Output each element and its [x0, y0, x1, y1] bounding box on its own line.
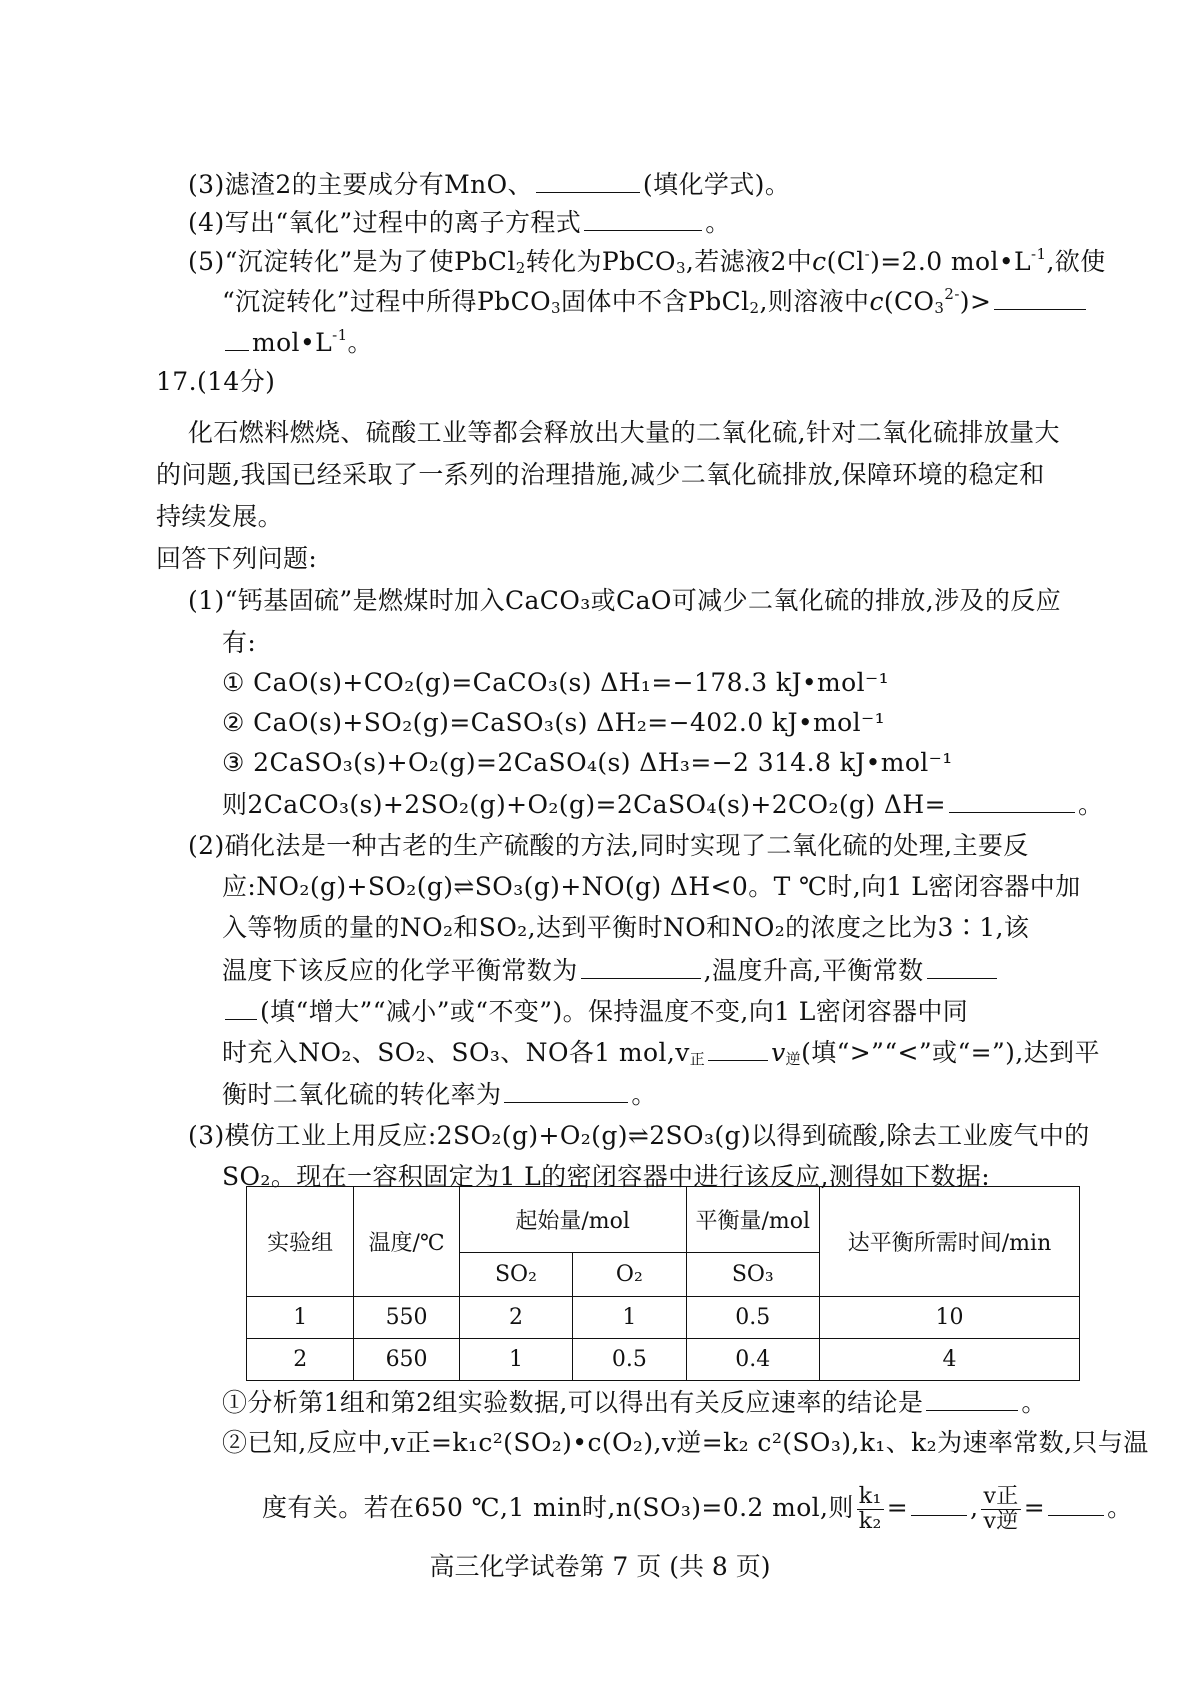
- cell-time: 4: [820, 1339, 1080, 1381]
- cell-group: 1: [247, 1297, 354, 1339]
- cell-group: 2: [247, 1339, 354, 1381]
- q17-part1-ask: [222, 786, 1103, 823]
- text: 则2CaCO₃(s)+2SO₂(g)+O₂(g)=2CaSO₄(s)+2CO₂(g) ΔH=: [222, 790, 946, 819]
- superscript: -: [864, 245, 871, 263]
- text: )>: [959, 287, 992, 316]
- superscript: -1: [332, 326, 348, 344]
- table-row: [247, 1339, 1080, 1381]
- text: 时充入NO₂、SO₂、SO₃、NO各1 mol,v: [222, 1038, 690, 1067]
- answer-blank[interactable]: [584, 204, 702, 231]
- text: (填“>”“<”或“=”),达到平: [801, 1038, 1100, 1067]
- denominator: k₂: [858, 1509, 882, 1534]
- text: “沉淀转化”过程中所得PbCO: [222, 287, 552, 316]
- answer-blank[interactable]: [927, 952, 997, 979]
- subscript: 3: [551, 299, 561, 317]
- cell-so3: 0.5: [686, 1297, 819, 1339]
- q17-sub2-line2: [262, 1478, 1132, 1538]
- text: 温度下该反应的化学平衡常数为: [222, 956, 578, 985]
- q17-part3-line2: SO₂。现在一容积固定为1 L的密闭容器中进行该反应,测得如下数据:: [222, 1162, 991, 1191]
- fraction-v-ratio: [981, 1485, 1020, 1534]
- experiment-table: [246, 1186, 1080, 1381]
- answer-blank[interactable]: [949, 786, 1075, 813]
- text: 衡时二氧化硫的转化率为: [222, 1080, 502, 1109]
- text: 。: [1021, 1388, 1047, 1417]
- subscript: 2: [515, 259, 526, 277]
- sub-header-so2: SO₂: [459, 1253, 572, 1297]
- q17-part2-line5: [222, 993, 968, 1030]
- q17-part1-line2: 有:: [222, 628, 257, 657]
- text: ,则溶液中: [759, 287, 870, 316]
- text: 度有关。若在650 ℃,1 min时,n(SO₃)=0.2 mol,则: [262, 1493, 854, 1522]
- text: 。: [1077, 790, 1104, 819]
- q17-part2-line6: [222, 1034, 1100, 1071]
- subscript: 3: [675, 259, 686, 277]
- text: (CO: [883, 287, 935, 316]
- q17-part2-line3: 入等物质的量的NO₂和SO₂,达到平衡时NO和NO₂的浓度之比为3∶1,该: [222, 913, 1030, 942]
- text: 。: [631, 1080, 657, 1109]
- text: 。: [347, 328, 373, 357]
- cell-time: 10: [820, 1297, 1080, 1339]
- q16-part5-line3: [222, 324, 373, 361]
- text: =: [1023, 1493, 1046, 1522]
- q16-part4: [188, 204, 731, 241]
- text: ,温度升高,平衡常数: [703, 956, 924, 985]
- reaction-3: ③ 2CaSO₃(s)+O₂(g)=2CaSO₄(s) ΔH₃=−2 314.8 kJ•mol⁻¹: [222, 748, 953, 777]
- q17-part2-line2: 应:NO₂(g)+SO₂(g)⇌SO₃(g)+NO(g) ΔH<0。T ℃时,向1 L密闭容器中加: [222, 872, 1081, 901]
- header-group: 实验组: [247, 1187, 354, 1297]
- cell-so2: 2: [459, 1297, 572, 1339]
- subscript: 3: [934, 299, 945, 317]
- q17-part2-line1: (2)硝化法是一种古老的生产硫酸的方法,同时实现了二氧化硫的处理,主要反: [188, 831, 1029, 860]
- q17-intro-line3: 持续发展。: [156, 502, 284, 531]
- variable: c: [869, 287, 884, 316]
- answer-blank[interactable]: [504, 1076, 628, 1103]
- answer-blank[interactable]: [581, 952, 701, 979]
- cell-o2: 1: [573, 1297, 686, 1339]
- header-time: 达平衡所需时间/min: [820, 1187, 1080, 1297]
- fraction-k1-k2: [857, 1485, 884, 1534]
- cell-o2: 0.5: [573, 1339, 686, 1381]
- superscript: -1: [1031, 245, 1047, 263]
- numerator: v正: [983, 1484, 1019, 1509]
- superscript: 2-: [944, 285, 960, 303]
- header-start: 起始量/mol: [459, 1187, 686, 1253]
- text: ,若滤液2中: [685, 247, 813, 276]
- q17-sub1: [222, 1384, 1047, 1421]
- q17-part1-line1: (1)“钙基固硫”是燃煤时加入CaCO₃或CaO可减少二氧化硫的排放,涉及的反应: [188, 586, 1062, 615]
- q16-part4-text: (4)写出“氧化”过程中的离子方程式: [188, 208, 582, 237]
- sub-header-so3: SO₃: [686, 1253, 819, 1297]
- answer-blank[interactable]: [926, 1384, 1018, 1411]
- cell-temp: 650: [354, 1339, 459, 1381]
- subscript: 逆: [785, 1050, 802, 1068]
- text: ①分析第1组和第2组实验数据,可以得出有关反应速率的结论是: [222, 1388, 924, 1417]
- text: mol•L: [252, 328, 333, 357]
- sub-header-o2: O₂: [573, 1253, 686, 1297]
- reaction-1: ① CaO(s)+CO₂(g)=CaCO₃(s) ΔH₁=−178.3 kJ•mol⁻¹: [222, 668, 890, 697]
- text: ,欲使: [1046, 247, 1106, 276]
- subscript: 2: [749, 299, 760, 317]
- q17-intro-line1: 化石燃料燃烧、硫酸工业等都会释放出大量的二氧化硫,针对二氧化硫排放量大: [188, 418, 1060, 447]
- q16-part4-tail: 。: [705, 208, 731, 237]
- cell-so3: 0.4: [686, 1339, 819, 1381]
- q17-prompt: 回答下列问题:: [156, 544, 318, 573]
- text: 转化为PbCO: [525, 247, 676, 276]
- denominator: v逆: [983, 1509, 1019, 1534]
- answer-blank[interactable]: [1048, 1489, 1104, 1516]
- q16-part3-text: (3)滤渣2的主要成分有MnO、: [188, 170, 533, 199]
- answer-blank[interactable]: [911, 1489, 967, 1516]
- text: )=2.0 mol•L: [870, 247, 1032, 276]
- text: ,: [970, 1493, 979, 1522]
- q17-part3-line1: (3)模仿工业上用反应:2SO₂(g)+O₂(g)⇌2SO₃(g)以得到硫酸,除去工业废气中的: [188, 1121, 1090, 1150]
- variable: v: [771, 1038, 786, 1067]
- table-row: [247, 1297, 1080, 1339]
- subscript: 正: [689, 1050, 706, 1068]
- header-temp: 温度/℃: [354, 1187, 459, 1297]
- answer-blank[interactable]: [225, 324, 249, 351]
- q17-intro-line2: 的问题,我国已经采取了一系列的治理措施,减少二氧化硫排放,保障环境的稳定和: [156, 460, 1045, 489]
- numerator: k₁: [858, 1484, 882, 1509]
- answer-blank[interactable]: [536, 166, 640, 193]
- q17-header: 17.(14分): [156, 367, 276, 396]
- q17-part2-line7: [222, 1076, 657, 1113]
- text: 固体中不含PbCl: [560, 287, 750, 316]
- cell-temp: 550: [354, 1297, 459, 1339]
- text: =: [886, 1493, 909, 1522]
- q16-part3: [188, 166, 790, 203]
- answer-blank[interactable]: [225, 993, 257, 1020]
- q16-part3-tail: (填化学式)。: [642, 170, 791, 199]
- text: 。: [1107, 1493, 1133, 1522]
- page-footer: 高三化学试卷第 7 页 (共 8 页): [429, 1552, 771, 1581]
- q17-part2-line4: [222, 952, 1000, 989]
- q16-part5-line1: [188, 244, 1106, 280]
- answer-blank[interactable]: [708, 1034, 768, 1061]
- q17-sub2-line1: ②已知,反应中,v正=k₁c²(SO₂)•c(O₂),v逆=k₂ c²(SO₃),k₁、k₂为速率常数,只与温: [222, 1428, 1149, 1457]
- text: (5)“沉淀转化”是为了使PbCl: [188, 247, 516, 276]
- reaction-2: ② CaO(s)+SO₂(g)=CaSO₃(s) ΔH₂=−402.0 kJ•mol⁻¹: [222, 708, 886, 737]
- text: (填“增大”“减小”或“不变”)。保持温度不变,向1 L密闭容器中同: [260, 997, 969, 1026]
- answer-blank[interactable]: [994, 283, 1086, 310]
- text: (Cl: [826, 247, 865, 276]
- variable: c: [812, 247, 827, 276]
- header-eq: 平衡量/mol: [686, 1187, 819, 1253]
- cell-so2: 1: [459, 1339, 572, 1381]
- q16-part5-line2: [222, 283, 1089, 320]
